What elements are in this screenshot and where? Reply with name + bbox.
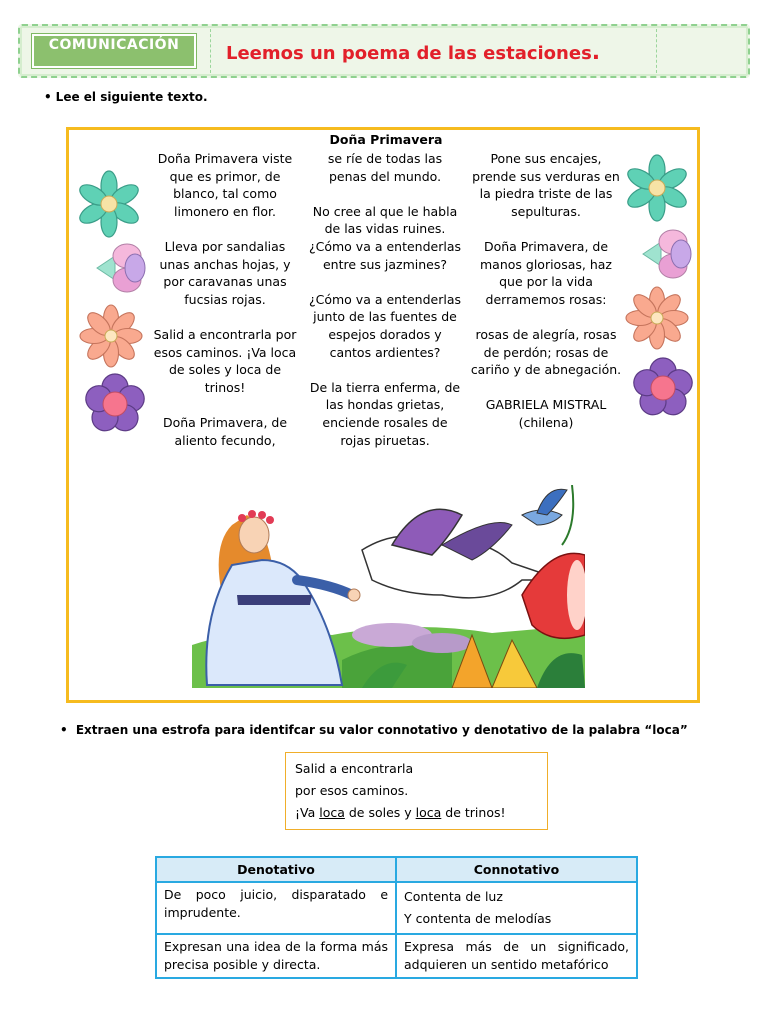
table-cell [396,882,637,934]
bullet-icon: • [44,90,52,104]
purple-flower-icon [629,354,697,422]
poem-stanza: Salid a encontrarla por esos caminos. ¡Va loca de soles y loca de trinos! [153,326,297,395]
lesson-header [18,24,750,78]
poem-stanza: No cree al que le habla de las vidas ruines. ¿Cómo va a entenderlas entre sus jazmines? [309,203,462,272]
extract-line: por esos caminos. [295,783,409,798]
teal-flower-icon [623,154,691,222]
instruction-read-text: Lee el siguiente texto. [55,90,208,104]
header-connotativo: Connotativo [396,857,637,882]
poem-stanza: se ríe de todas las penas del mundo. [327,151,443,184]
instruction-extract [60,723,688,737]
pink-bud-icon [641,226,693,282]
lesson-title-text: Leemos un poema de las estaciones [226,43,592,64]
extract-line [295,802,538,824]
spring-lady-illustration [192,485,585,688]
poem-stanza: Doña Primavera viste que es primor, de blanco, tal como limonero en flor. [157,151,293,219]
table-cell-text: Contenta de luz Y contenta de melodías [404,889,552,926]
instruction-read [44,90,208,104]
stanza-extract-box [285,752,548,830]
poem-column-2 [309,150,461,467]
extract-text: de soles y [344,805,416,820]
poem-stanza: rosas de alegría, rosas de perdón; rosas de cariño y de abnegación. [470,326,622,378]
meaning-comparison-table [155,856,638,979]
table-header-row [156,857,637,882]
lesson-title [226,40,600,65]
extract-line: Salid a encontrarla [295,761,414,776]
bullet-icon: • [60,723,68,737]
teal-flower-icon [75,170,143,238]
table-row [156,934,637,978]
instruction-extract-text: Extraen una estrofa para identifcar su valor connotativo y denotativo de la palabra “loca” [75,723,688,737]
poem-stanza: Pone sus encajes, prende sus verduras en la piedra triste de las sepulturas. [472,151,620,219]
highlighted-word: loca [319,805,345,820]
extract-text: ¡Va [295,805,320,820]
header-divider [210,29,211,73]
highlighted-word: loca [415,805,442,820]
table-cell: Expresa más de un significado, adquieren un sentido metafórico [396,934,637,978]
extract-text: de trinos! [441,805,506,820]
purple-flower-icon [81,370,149,438]
peach-flower-icon [79,304,143,368]
pink-bud-icon [95,240,147,296]
poem-column-3 [470,150,622,449]
poem-stanza: Doña Primavera, de manos gloriosas, haz que por la vida derramemos rosas: [480,238,612,307]
subject-badge: COMUNICACIÓN [32,34,196,68]
table-cell: De poco juicio, disparatado e imprudente. [156,882,396,934]
poem-column-1 [149,150,301,467]
poem-stanza: De la tierra enferma, de las hondas grietas, enciende rosales de rojas piruetas. [309,379,461,448]
table-row [156,882,637,934]
lesson-title-period: . [591,40,601,65]
peach-flower-icon [625,286,689,350]
poem-box [66,127,700,703]
poem-stanza: Lleva por sandalias unas anchas hojas, y por caravanas unas fucsias rojas. [159,238,291,307]
header-divider [656,29,657,73]
header-denotativo: Denotativo [156,857,396,882]
poem-author: GABRIELA MISTRAL (chilena) [485,397,607,430]
poem-title: Doña Primavera [329,132,443,147]
table-cell: Expresan una idea de la forma más precisa posible y directa. [156,934,396,978]
poem-stanza: Doña Primavera, de aliento fecundo, [162,414,288,448]
poem-stanza: ¿Cómo va a entenderlas junto de las fuentes de espejos dorados y cantos ardientes? [309,291,462,360]
